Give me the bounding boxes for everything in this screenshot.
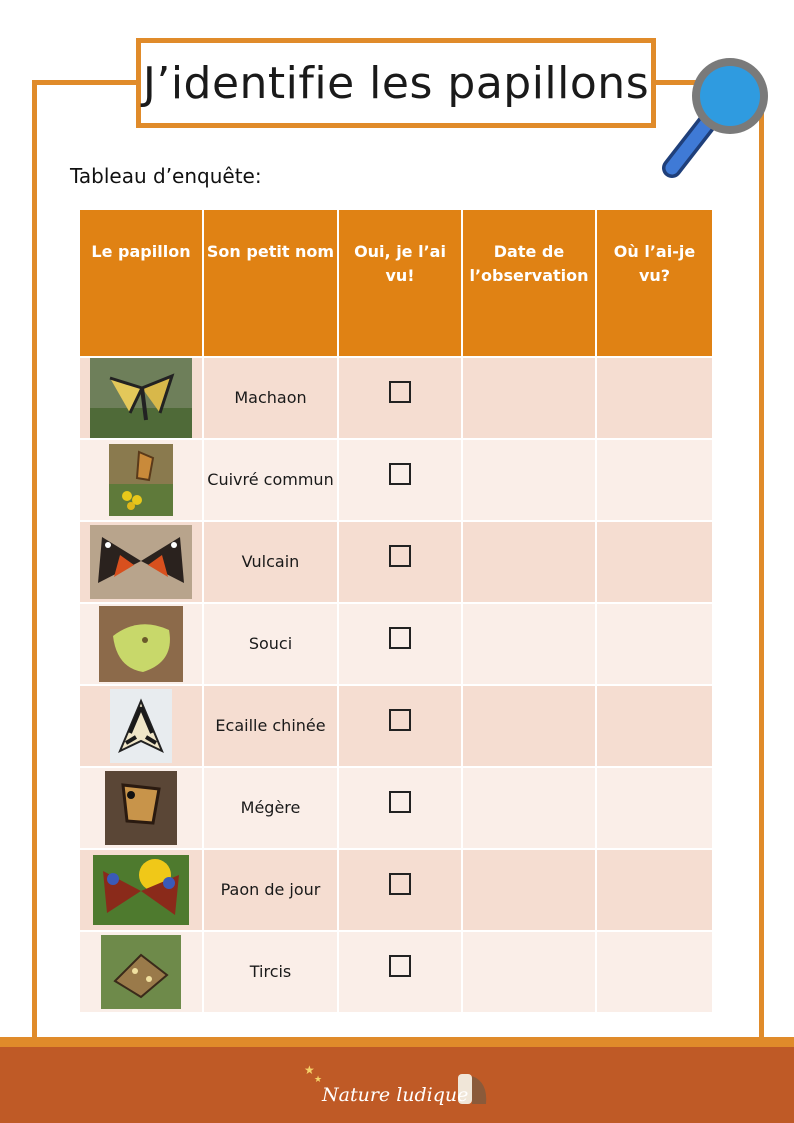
seen-checkbox[interactable]	[389, 545, 411, 567]
seen-checkbox[interactable]	[389, 627, 411, 649]
butterfly-name: Machaon	[204, 358, 339, 440]
butterfly-photo-cell	[80, 768, 204, 850]
seen-checkbox[interactable]	[389, 873, 411, 895]
peacock-photo	[93, 855, 189, 925]
seen-cell	[339, 604, 463, 686]
table-row	[80, 850, 712, 932]
butterfly-photo-cell	[80, 604, 204, 686]
table-row	[80, 686, 712, 768]
speckled-wood-photo	[101, 935, 181, 1009]
swallowtail-photo	[90, 358, 192, 438]
seen-cell	[339, 358, 463, 440]
butterfly-name: Paon de jour	[204, 850, 339, 932]
butterfly-photo-cell	[80, 522, 204, 604]
header-butterfly: Le papillon	[80, 210, 204, 358]
table-row	[80, 768, 712, 850]
butterfly-name: Tircis	[204, 932, 339, 1014]
place-cell[interactable]	[597, 686, 712, 768]
date-cell[interactable]	[463, 604, 597, 686]
seen-cell	[339, 522, 463, 604]
seen-cell	[339, 768, 463, 850]
butterfly-name: Ecaille chinée	[204, 686, 339, 768]
seen-cell	[339, 850, 463, 932]
table-row	[80, 358, 712, 440]
header-name: Son petit nom	[204, 210, 339, 358]
butterfly-photo-cell	[80, 358, 204, 440]
place-cell[interactable]	[597, 522, 712, 604]
place-cell[interactable]	[597, 768, 712, 850]
date-cell[interactable]	[463, 932, 597, 1014]
page-title: J’identifie les papillons	[142, 57, 650, 109]
seen-checkbox[interactable]	[389, 709, 411, 731]
brand-logo	[300, 1060, 500, 1110]
jersey-tiger-photo	[110, 689, 172, 763]
butterfly-photo-cell	[80, 932, 204, 1014]
seen-cell	[339, 932, 463, 1014]
butterfly-photo-cell	[80, 686, 204, 768]
butterfly-name: Souci	[204, 604, 339, 686]
butterfly-name: Mégère	[204, 768, 339, 850]
seen-cell	[339, 440, 463, 522]
date-cell[interactable]	[463, 522, 597, 604]
table-row	[80, 932, 712, 1014]
red-admiral-photo	[90, 525, 192, 599]
date-cell[interactable]	[463, 686, 597, 768]
title-box	[136, 38, 656, 128]
magnifier-icon	[642, 48, 777, 183]
table-row	[80, 604, 712, 686]
table-row	[80, 440, 712, 522]
table-row	[80, 522, 712, 604]
svg-text:★: ★	[304, 1063, 315, 1077]
place-cell[interactable]	[597, 604, 712, 686]
seen-cell	[339, 686, 463, 768]
date-cell[interactable]	[463, 850, 597, 932]
seen-checkbox[interactable]	[389, 381, 411, 403]
butterfly-photo-cell	[80, 440, 204, 522]
place-cell[interactable]	[597, 850, 712, 932]
seen-checkbox[interactable]	[389, 955, 411, 977]
butterfly-photo-cell	[80, 850, 204, 932]
wall-brown-photo	[105, 771, 177, 845]
date-cell[interactable]	[463, 440, 597, 522]
date-cell[interactable]	[463, 768, 597, 850]
place-cell[interactable]	[597, 358, 712, 440]
butterfly-name: Vulcain	[204, 522, 339, 604]
small-copper-photo	[109, 444, 173, 516]
seen-checkbox[interactable]	[389, 791, 411, 813]
place-cell[interactable]	[597, 932, 712, 1014]
header-place: Où l’ai-je vu?	[597, 210, 712, 358]
brand-name: Nature ludique	[322, 1084, 469, 1106]
seen-checkbox[interactable]	[389, 463, 411, 485]
clouded-yellow-photo	[99, 606, 183, 682]
date-cell[interactable]	[463, 358, 597, 440]
investigation-table	[80, 210, 712, 1014]
header-date: Date de l’observation	[463, 210, 597, 358]
place-cell[interactable]	[597, 440, 712, 522]
table-header-row	[80, 210, 712, 358]
header-seen: Oui, je l’ai vu!	[339, 210, 463, 358]
svg-text:★: ★	[314, 1075, 323, 1085]
subtitle: Tableau d’enquête:	[70, 164, 262, 188]
butterfly-name: Cuivré commun	[204, 440, 339, 522]
